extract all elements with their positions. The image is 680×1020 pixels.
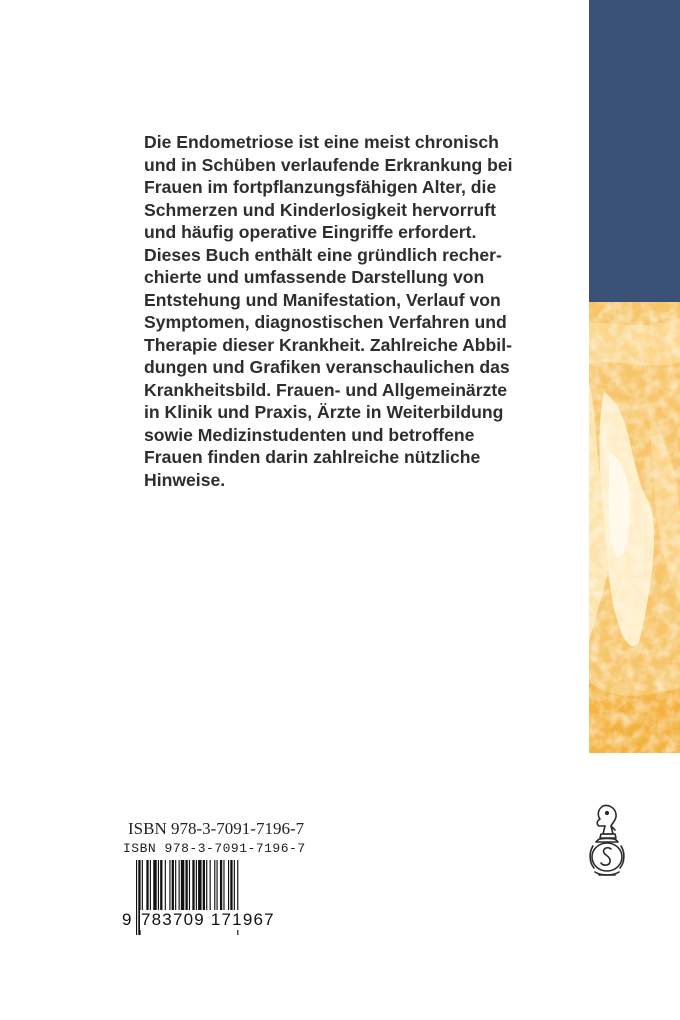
blurb-line: Schmerzen und Kinderlosigkeit hervorruft: [144, 199, 496, 220]
blurb-line: Frauen finden darin zahlreiche nützliche: [144, 447, 481, 467]
blurb-line: dungen und Grafiken veranschaulichen das: [144, 357, 510, 377]
spine-blue-band: [589, 0, 680, 302]
blurb-line: Entstehung und Manifestation, Verlauf von: [144, 289, 501, 310]
blurb-line: Symptomen, diagnostischen Verfahren und: [144, 312, 507, 332]
blurb-line: Krankheitsbild. Frauen- und Allgemeinärzte: [144, 379, 508, 400]
back-cover-blurb: [144, 131, 564, 491]
springer-chess-knight-logo-icon: [585, 802, 629, 880]
barcode-isbn-label: ISBN 978-3-7091-7196-7: [123, 841, 306, 856]
blurb-line: in Klinik und Praxis, Ärzte in Weiterbildung: [144, 402, 504, 422]
blurb-line: Frauen im fortpflanzungsfähigen Alter, die: [144, 177, 497, 197]
orange-texture-image: [589, 302, 680, 753]
blurb-line: chierte und umfassende Darstellung von: [144, 267, 485, 287]
blurb-line: und in Schüben verlaufende Erkrankung bei: [144, 154, 513, 175]
isbn-label: ISBN 978-3-7091-7196-7: [128, 819, 305, 838]
blurb-line: Die Endometriose ist eine meist chronisch: [144, 132, 499, 152]
blurb-line: Hinweise.: [144, 469, 226, 490]
barcode-bar: [136, 860, 137, 935]
blurb-line: Dieses Buch enthält eine gründlich recher-: [144, 244, 502, 265]
blurb-line: sowie Medizinstudenten und betroffene: [144, 424, 475, 445]
blurb-line: und häufig operative Eingriffe erfordert.: [144, 222, 477, 242]
spine-orange-texture: [589, 302, 680, 753]
barcode-lead-digit: 9: [122, 910, 132, 929]
barcode-digit-groups: 783709 171967: [141, 910, 275, 929]
blurb-line: Therapie dieser Krankheit. Zahlreiche Abbil-: [144, 334, 512, 355]
